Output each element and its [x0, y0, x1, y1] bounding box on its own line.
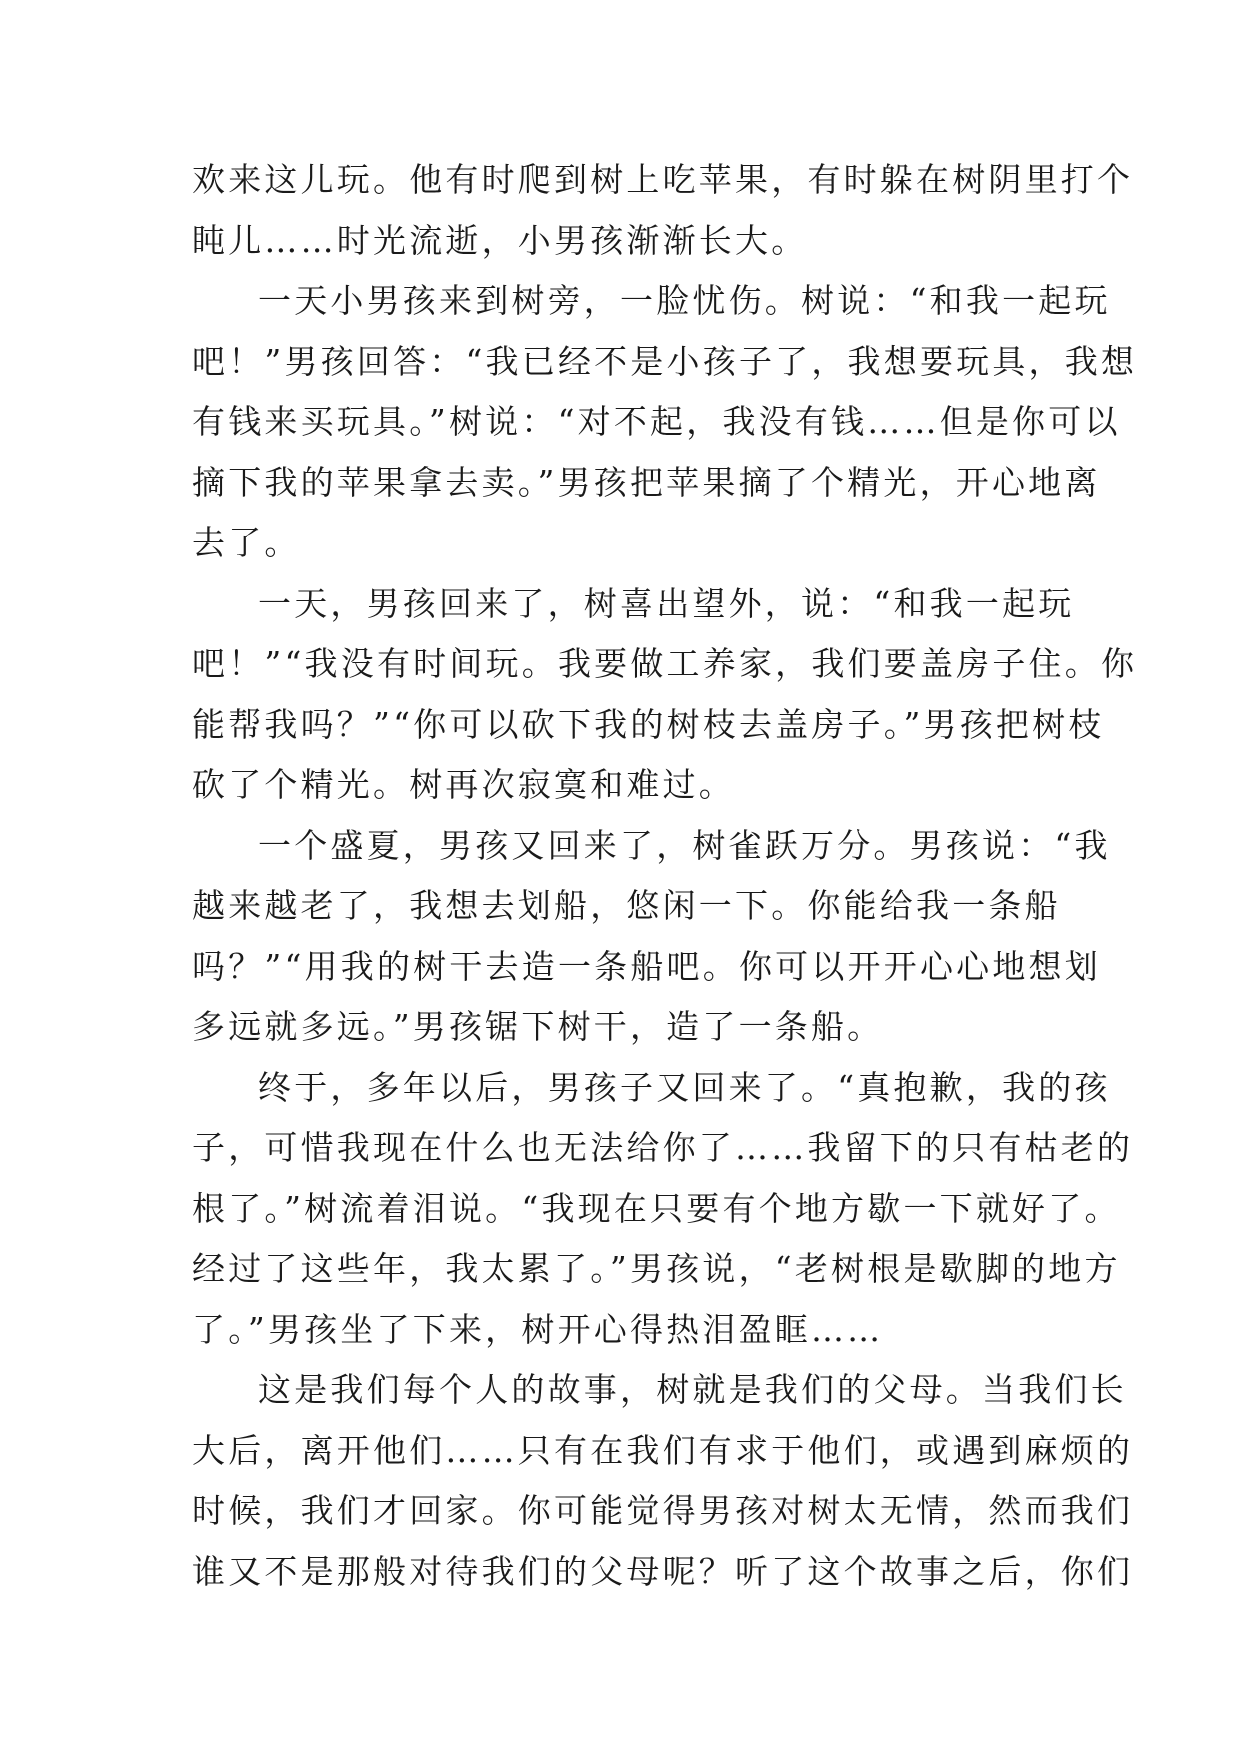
text-line: 根了。”树流着泪说。“我现在只要有个地方歇一下就好了。: [192, 1188, 1121, 1228]
text-line: 吗？”“用我的树干去造一条船吧。你可以开开心心地想划: [192, 946, 1101, 986]
text-line: 终于，多年以后，男孩子又回来了。“真抱歉，我的孩: [258, 1067, 1111, 1107]
text-line: 有钱来买玩具。”树说：“对不起，我没有钱……但是你可以: [192, 402, 1121, 441]
text-line: 吧！”“我没有时间玩。我要做工养家，我们要盖房子住。你: [192, 644, 1138, 683]
paragraph: [192, 574, 1138, 816]
text-line: 摘下我的苹果拿去卖。”男孩把苹果摘了个精光，开心地离: [192, 462, 1101, 502]
text-line: 子，可惜我现在什么也无法给你了……我留下的只有枯老的: [192, 1128, 1134, 1167]
text-line: 一天，男孩回来了，树喜出望外，说：“和我一起玩: [258, 583, 1075, 623]
document-body: [192, 150, 1138, 1602]
text-line: 这是我们每个人的故事，树就是我们的父母。当我们长: [258, 1370, 1127, 1409]
text-line: 大后，离开他们……只有在我们有求于他们，或遇到麻烦的: [192, 1430, 1134, 1470]
paragraph: [192, 816, 1111, 1058]
text-line: 欢来这儿玩。他有时爬到树上吃苹果，有时躲在树阴里打个: [192, 160, 1134, 199]
text-line: 能帮我吗？”“你可以砍下我的树枝去盖房子。”男孩把树枝: [192, 704, 1105, 744]
paragraph: [192, 150, 1134, 271]
text-line: 经过了这些年，我太累了。”男孩说，“老树根是歇脚的地方: [192, 1249, 1121, 1288]
text-line: 吧！”男孩回答：“我已经不是小孩子了，我想要玩具，我想: [192, 341, 1138, 381]
text-line: 多远就多远。”男孩锯下树干，造了一条船。: [192, 1007, 884, 1046]
paragraph: [192, 271, 1138, 574]
text-line: 一天小男孩来到树旁，一脸忧伤。树说：“和我一起玩: [258, 281, 1111, 320]
paragraph: [192, 1058, 1134, 1361]
text-line: 谁又不是那般对待我们的父母呢？听了这个故事之后，你们: [192, 1551, 1134, 1591]
text-line: 了。”男孩坐了下来，树开心得热泪盈眶……: [192, 1309, 884, 1349]
text-line: 一个盛夏，男孩又回来了，树雀跃万分。男孩说：“我: [258, 825, 1111, 865]
text-line: 越来越老了，我想去划船，悠闲一下。你能给我一条船: [192, 886, 1061, 925]
text-line: 去了。: [192, 523, 301, 562]
text-line: 时候，我们才回家。你可能觉得男孩对树太无情，然而我们: [192, 1491, 1134, 1530]
text-line: 砍了个精光。树再次寂寞和难过。: [192, 765, 735, 804]
paragraph: [192, 1360, 1134, 1602]
text-line: 盹儿……时光流逝，小男孩渐渐长大。: [192, 220, 808, 260]
